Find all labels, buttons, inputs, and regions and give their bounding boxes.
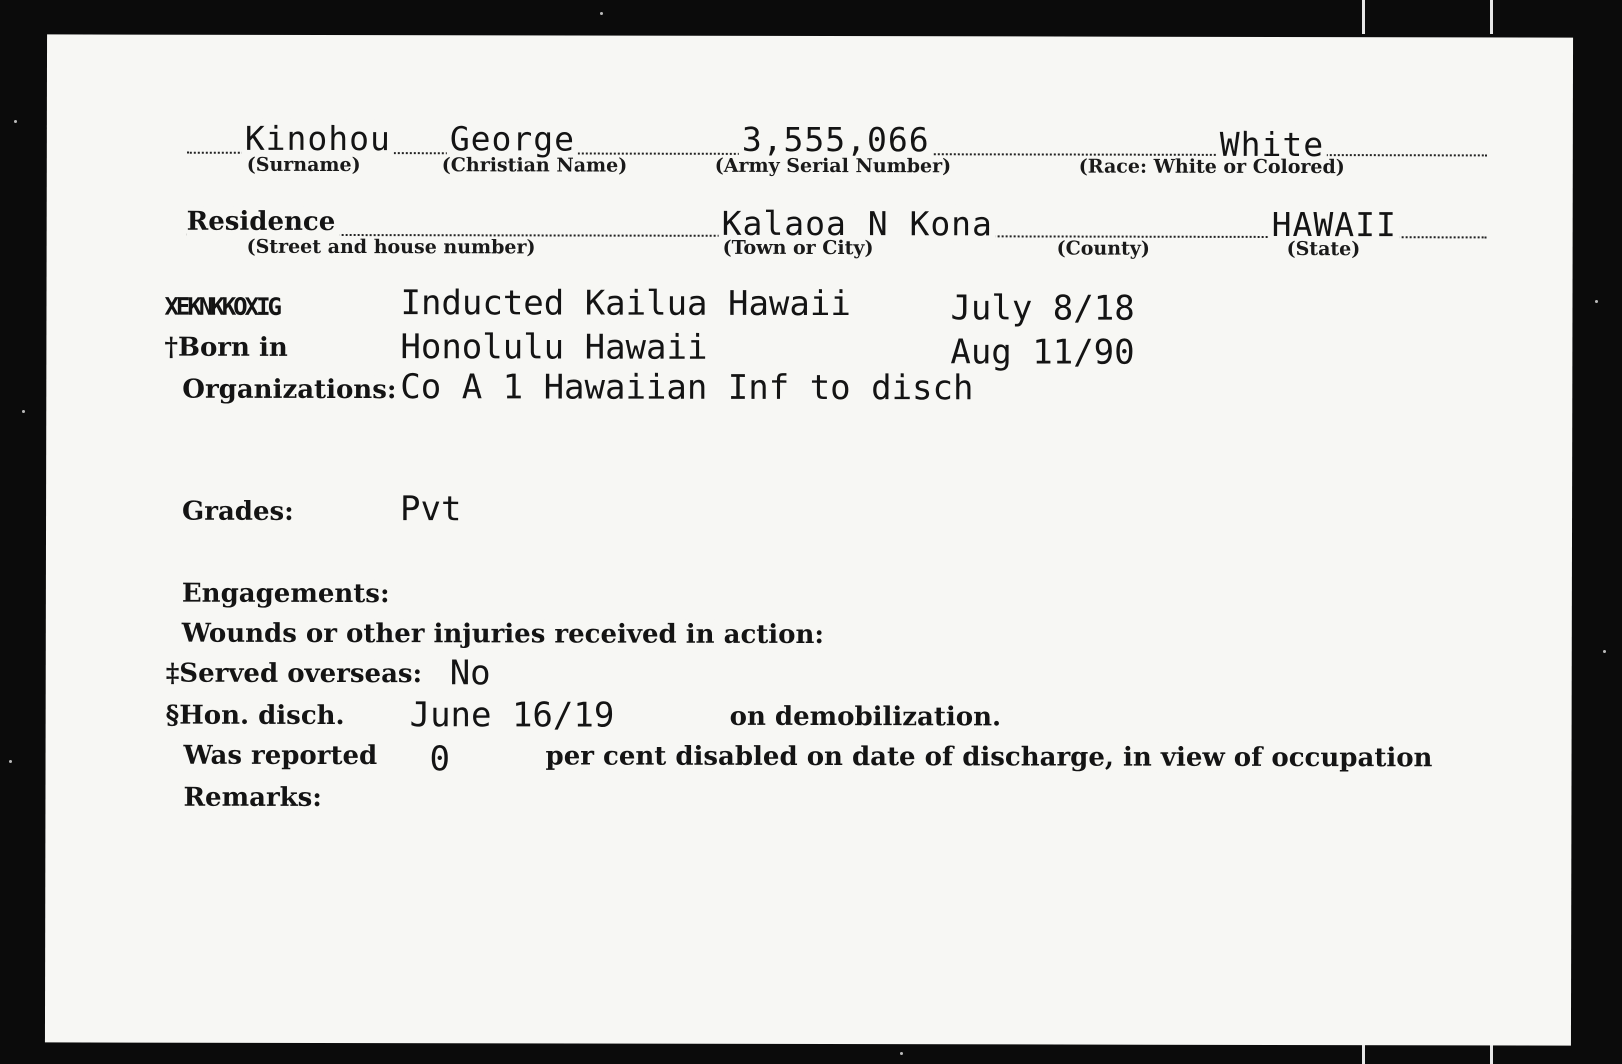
serial-number-value: 3,555,066: [739, 120, 933, 159]
film-edge-mark: [1490, 0, 1493, 34]
christian-name-caption: (Christian Name): [441, 154, 628, 177]
inducted-date-value: July 8/18: [950, 288, 1135, 329]
serial-number-caption: (Army Serial Number): [714, 154, 952, 178]
race-value: White: [1217, 125, 1327, 164]
disability-value: 0: [429, 739, 451, 780]
town-value: Kalaoa N Kona: [719, 204, 996, 244]
engagements-label: Engagements:: [182, 579, 394, 609]
residence-label: Residence: [187, 207, 340, 237]
state-caption: (State): [1286, 237, 1361, 261]
struck-enlisted-label: XEKNKKOXIG: [164, 293, 283, 321]
film-speck: [1595, 300, 1598, 303]
discharge-date-value: June 16/19: [409, 695, 615, 736]
remarks-label: Remarks:: [183, 783, 326, 813]
film-speck: [600, 12, 603, 15]
grades-label: Grades:: [182, 497, 298, 527]
town-caption: (Town or City): [722, 236, 874, 260]
inducted-place-value: Inducted Kailua Hawaii: [400, 283, 851, 325]
discharge-suffix: on demobilization.: [730, 702, 1006, 733]
film-speck: [1603, 650, 1606, 653]
christian-name-value: George: [447, 119, 578, 158]
race-caption: (Race: White or Colored): [1078, 155, 1345, 179]
state-value: HAWAII: [1269, 205, 1400, 244]
served-overseas-value: No: [449, 653, 491, 694]
film-speck: [22, 410, 25, 413]
street-caption: (Street and house number): [246, 235, 536, 259]
film-speck: [9, 760, 12, 763]
grades-value: Pvt: [400, 489, 462, 530]
surname-caption: (Surname): [246, 153, 361, 177]
organizations-label: Organizations:: [182, 375, 400, 405]
film-edge-mark: [1362, 0, 1365, 34]
surname-value: Kinohou: [242, 119, 394, 158]
disability-label: Was reported: [184, 741, 382, 771]
film-speck: [900, 1052, 903, 1055]
served-overseas-label: ‡Served overseas:: [166, 659, 427, 690]
organizations-value: Co A 1 Hawaiian Inf to disch: [400, 367, 974, 409]
discharge-label: §Hon. disch.: [166, 701, 349, 731]
film-speck: [14, 120, 17, 123]
born-label: †Born in: [164, 333, 291, 363]
disability-suffix: per cent disabled on date of discharge, in view of occupation: [546, 741, 1437, 773]
born-place-value: Honolulu Hawaii: [400, 327, 708, 368]
wounds-label: Wounds or other injuries received in action:: [182, 619, 828, 650]
born-date-value: Aug 11/90: [950, 332, 1135, 373]
county-caption: (County): [1056, 237, 1150, 260]
service-record-card: [45, 34, 1573, 1045]
